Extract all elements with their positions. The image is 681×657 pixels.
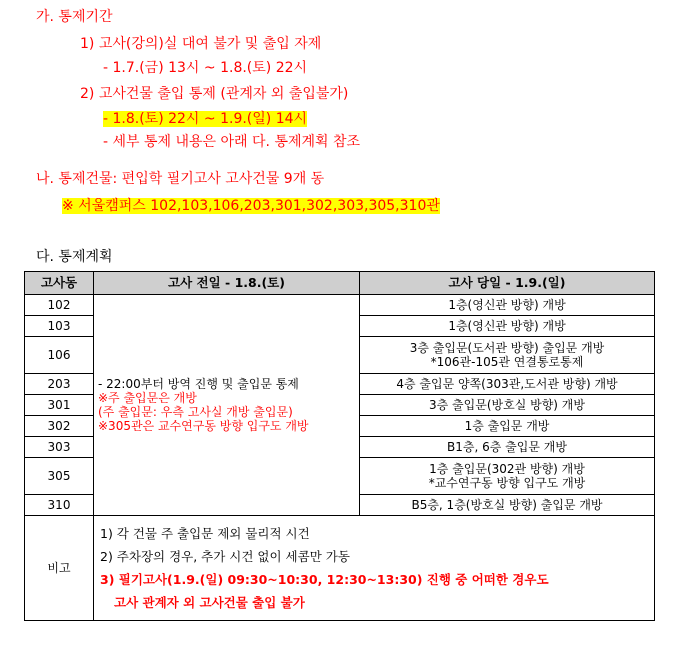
section-da-title: 다. 통제계획 — [36, 249, 113, 265]
section-ga-title: 가. 통제기간 — [36, 9, 113, 25]
remark-line-2: 2) 주차장의 경우, 추가 시건 없이 세콤만 가동 — [100, 549, 350, 564]
remark-line-4: 고사 관계자 외 고사건물 출입 불가 — [114, 595, 305, 610]
exam-day-cell: 3층 출입문(방호실 방향) 개방 — [360, 395, 655, 416]
remark-line-3: 3) 필기고사(1.9.(일) 09:30~10:30, 12:30~13:30) 진행 중 어떠한 경우도 — [100, 572, 549, 587]
building-cell: 103 — [25, 316, 94, 337]
control-item-2-detail-period: - 1.8.(토) 22시 ~ 1.9.(일) 14시 — [103, 111, 308, 127]
table-row — [25, 295, 655, 316]
exam-day-cell: B1층, 6층 출입문 개방 — [360, 437, 655, 458]
building-cell: 302 — [25, 416, 94, 437]
remarks-cell — [94, 516, 655, 621]
day-before-line: - 22:00부터 방역 진행 및 출입문 통제 — [98, 377, 299, 391]
building-cell: 106 — [25, 337, 94, 374]
exam-day-cell: 1층 출입문 개방 — [360, 416, 655, 437]
building-cell: 305 — [25, 458, 94, 495]
control-item-1: 1) 고사(강의)실 대여 불가 및 출입 자제 — [80, 36, 322, 52]
exam-day-cell — [360, 337, 655, 374]
exam-day-cell — [360, 458, 655, 495]
controlled-buildings-list: ※ 서울캠퍼스 102,103,106,203,301,302,303,305,310관 — [62, 198, 440, 214]
section-na-title: 나. 통제건물: 편입학 필기고사 고사건물 9개 동 — [36, 171, 325, 187]
control-item-2-detail-reference: - 세부 통제 내용은 아래 다. 통제계획 참조 — [103, 134, 361, 150]
building-cell: 203 — [25, 374, 94, 395]
exam-day-cell: 4층 출입문 양쪽(303관,도서관 방향) 개방 — [360, 374, 655, 395]
building-cell: 102 — [25, 295, 94, 316]
exam-day-note: *교수연구동 방향 입구도 개방 — [428, 476, 586, 490]
day-before-note-main-door: ※주 출입문은 개방 — [98, 391, 197, 405]
exam-day-cell: 1층(영신관 방향) 개방 — [360, 316, 655, 337]
exam-day-cell: 1층(영신관 방향) 개방 — [360, 295, 655, 316]
remarks-label: 비고 — [25, 516, 94, 621]
day-before-plan-cell — [94, 295, 360, 516]
building-cell: 303 — [25, 437, 94, 458]
control-item-1-detail: - 1.7.(금) 13시 ~ 1.8.(토) 22시 — [103, 60, 308, 76]
exam-day-cell: B5층, 1층(방호실 방향) 출입문 개방 — [360, 495, 655, 516]
day-before-note-main-door-detail: (주 출입문: 우측 고사실 개방 출입문) — [98, 405, 293, 419]
remarks-row — [25, 516, 655, 621]
control-item-2: 2) 고사건물 출입 통제 (관계자 외 출입불가) — [80, 86, 349, 102]
exam-day-line: 3층 출입문(도서관 방향) 출입문 개방 — [409, 341, 605, 355]
remark-line-1: 1) 각 건물 주 출입문 제외 물리적 시건 — [100, 526, 310, 541]
header-exam-day: 고사 당일 - 1.9.(일) — [360, 272, 655, 295]
table-header-row — [25, 272, 655, 295]
header-building: 고사동 — [25, 272, 94, 295]
control-plan-table — [24, 271, 655, 621]
exam-day-line: 1층 출입문(302관 방향) 개방 — [429, 462, 585, 476]
building-cell: 301 — [25, 395, 94, 416]
day-before-note-305: ※305관은 교수연구동 방향 입구도 개방 — [98, 419, 309, 433]
exam-day-note: *106관-105관 연결통로통제 — [430, 355, 584, 369]
building-cell: 310 — [25, 495, 94, 516]
header-day-before: 고사 전일 - 1.8.(토) — [94, 272, 360, 295]
